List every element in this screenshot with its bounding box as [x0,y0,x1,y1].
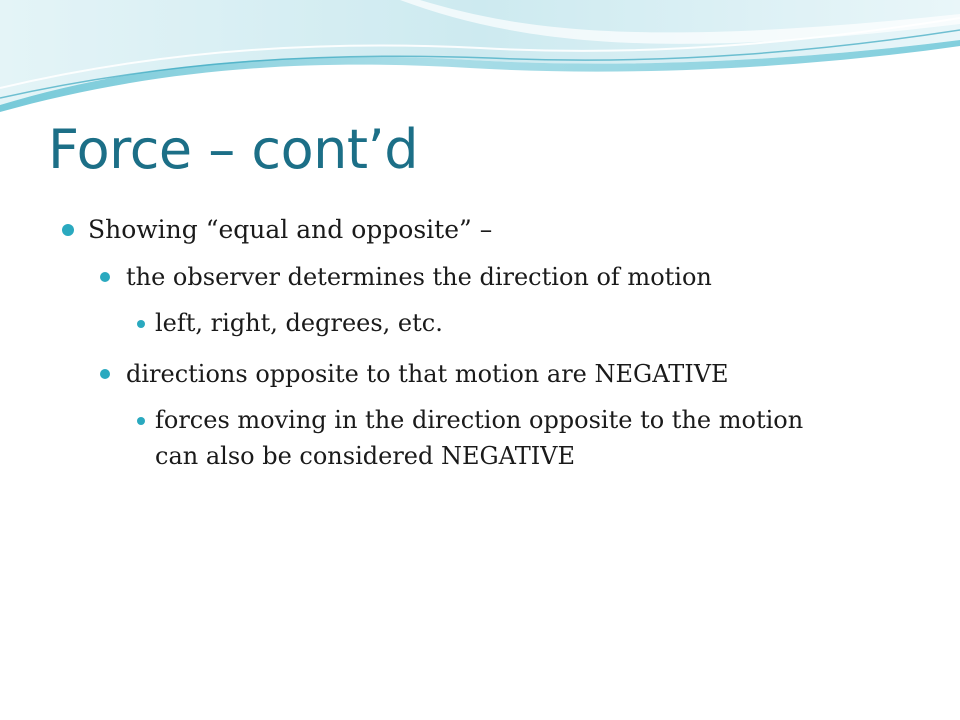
slide-title: Force – cont’d [48,118,418,181]
bullet-dot-icon [100,369,110,379]
bullet-level-3 [137,402,815,474]
bullet-text: left, right, degrees, etc. [155,309,443,337]
bullet-text: forces moving in the direction opposite to the motion can also be considered NEGATIVE [155,406,804,470]
bullet-dot-icon [137,320,145,328]
header-wave-decoration [0,0,960,120]
bullet-level-2 [98,349,920,399]
bullet-level-2 [98,252,920,302]
bullet-dot-icon [62,224,74,236]
bullet-dot-icon [137,417,145,425]
bullet-text: directions opposite to that motion are NEGATIVE [126,360,729,388]
bullet-text: the observer determines the direction of motion [126,263,712,291]
bullet-level-3 [137,305,815,341]
slide-body [60,208,920,482]
bullet-level-1 [60,208,920,252]
bullet-text: Showing “equal and opposite” – [88,215,493,244]
bullet-dot-icon [100,272,110,282]
